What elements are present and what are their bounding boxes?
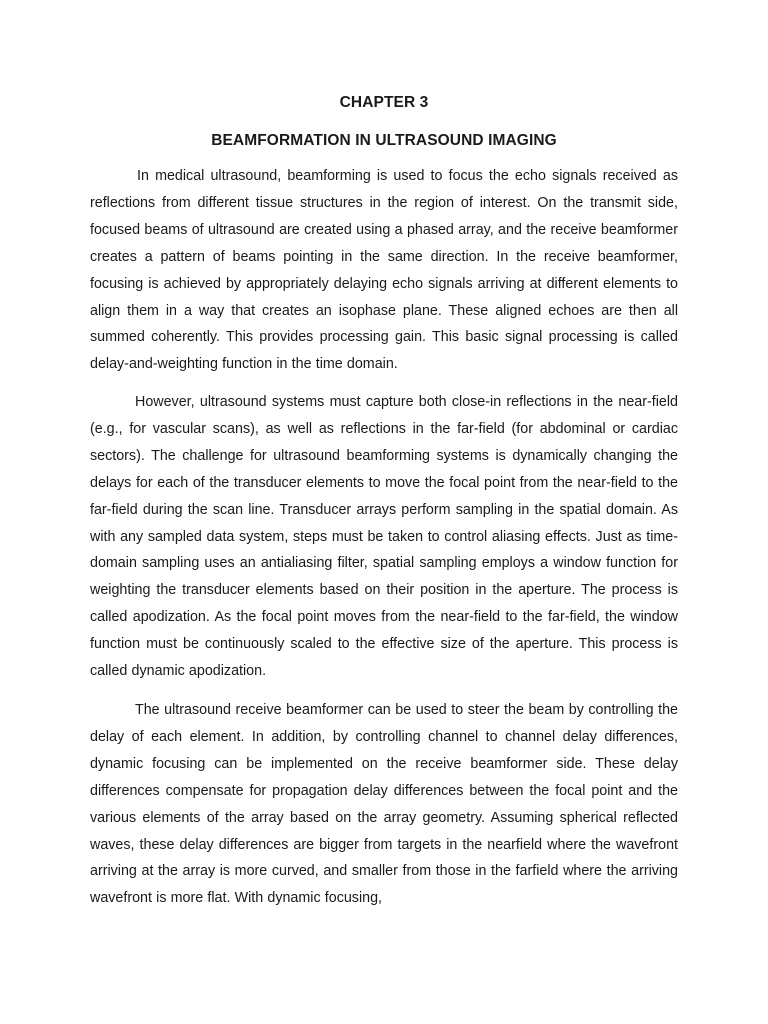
chapter-title: BEAMFORMATION IN ULTRASOUND IMAGING bbox=[211, 132, 557, 149]
chapter-label: CHAPTER 3 bbox=[339, 94, 429, 111]
paragraph-near-far-field: However, ultrasound systems must capture both close-in reflections in the near-field (e.g., for vascular scans), as well as reflections in the far-field (for abdominal or cardiac sectors). The challenge for ultrasound beamforming systems is dynamically changing the delays for each of the transducer elements to move the focal point from the near-field to the far-field during the scan line. Transducer arrays perform sampling in the spatial domain. As with any sampled data system, steps must be taken to control aliasing effects. Just as time-domain sampling uses an antialiasing filter, spatial sampling employs a window function for weighting the transducer elements based on their position in the aperture. The process is called apodization. As the focal point moves from the near-field to the far-field, the window function must be continuously scaled to the effective size of the aperture. This process is called dynamic apodization. bbox=[90, 394, 678, 680]
paragraph-beamforming-intro: In medical ultrasound, beamforming is used to focus the echo signals received as reflections from different tissue structures in the region of interest. On the transmit side, focused beams of ultrasound are created using a phased array, and the receive beamformer creates a pattern of beams pointing in the same direction. In the receive beamformer, focusing is achieved by appropriately delaying echo signals arriving at different elements to align them in a way that creates an isophase plane. These aligned echoes are then all summed coherently. This provides processing gain. This basic signal processing is called delay-and-weighting function in the time domain. bbox=[90, 168, 678, 373]
document-page bbox=[90, 0, 678, 1024]
paragraph-dynamic-focusing: The ultrasound receive beamformer can be used to steer the beam by controlling the delay of each element. In addition, by controlling channel to channel delay differences, dynamic focusing can be implemented on the receive beamformer side. These delay differences compensate for propagation delay differences between the focal point and the various elements of the array based on the array geometry. Assuming spherical reflected waves, these delay differences are bigger from targets in the nearfield where the wavefront arriving at the array is more curved, and smaller from those in the farfield where the arriving wavefront is more flat. With dynamic focusing, bbox=[90, 702, 678, 907]
